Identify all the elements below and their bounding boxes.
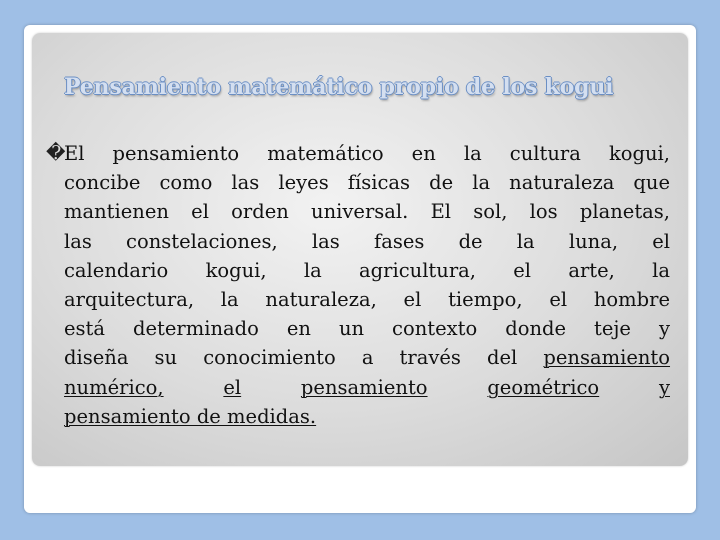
slide-title: Pensamiento matemático propio de los kogui [64, 74, 614, 100]
underlined-term-3: pensamiento de medidas. [64, 404, 317, 428]
underlined-term-1: pensamiento [543, 346, 671, 370]
slide-body [46, 139, 671, 431]
underlined-word-3: pensamiento [300, 375, 428, 399]
body-line-8 [64, 343, 670, 372]
body-line-4: las constelaciones, las fases de la luna, el [64, 229, 670, 253]
underlined-word-2: el [223, 375, 242, 399]
underlined-word-5: y [658, 375, 670, 399]
body-line-9 [64, 373, 670, 402]
body-line-1: El pensamiento matemático en la cultura kogui, [64, 142, 670, 165]
underlined-word-4: geométrico [487, 375, 600, 399]
underlined-word-1: numérico, [64, 375, 164, 399]
bullet-icon: � [46, 142, 66, 164]
body-line-10 [64, 402, 670, 431]
body-line-5: calendario kogui, la agricultura, el arte, la [64, 258, 670, 282]
body-line-3: mantienen el orden universal. El sol, los planetas, [64, 200, 670, 224]
body-line-2: concibe como las leyes físicas de la naturaleza que [64, 171, 670, 195]
body-line-7: está determinado en un contexto donde teje y [64, 317, 670, 341]
body-line-8-text: diseña su conocimiento a través del [64, 346, 518, 370]
body-line-6: arquitectura, la naturaleza, el tiempo, el hombre [64, 288, 670, 312]
